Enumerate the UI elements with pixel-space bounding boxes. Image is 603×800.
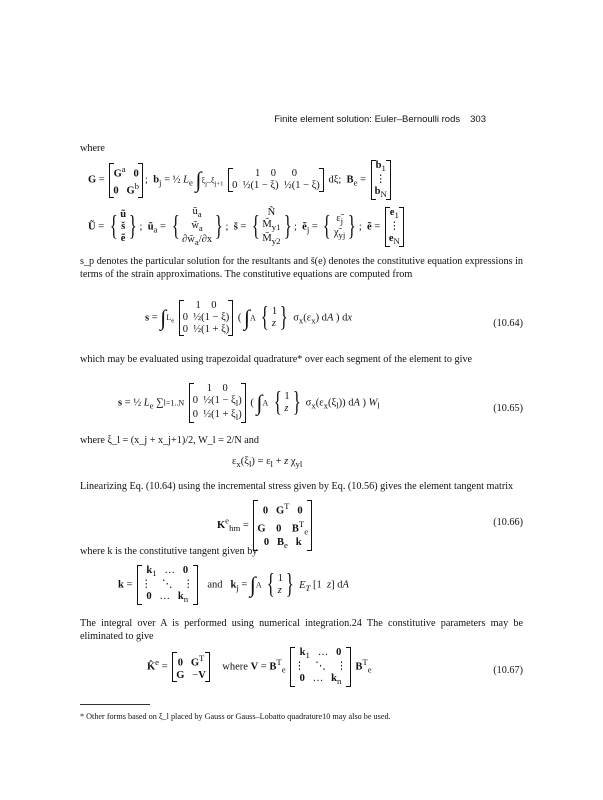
equation-number-10-65: (10.65): [493, 403, 523, 414]
equation-g-bj-be: G = $G^a$ 0 0 $G^b$ ; $b_j$ = ½ $L_e$ $\int\xi_j..\xi_{j+1}$ 1 0 0 0 ½(1 − ξ) ½(1 − ξ) dξ; $B_e$ = $b_1$ ⋮ $b_N$: [88, 160, 393, 200]
equation-k: k = $k_1$ … 0 ⋮ ⋱ ⋮ 0 … $k_n$ and $k_j = \int A$ { 1 z } $E_T$ [1 z] dA: [118, 565, 349, 605]
equation-number-10-66: (10.66): [493, 517, 523, 528]
page-number: 303: [470, 114, 486, 125]
running-header: [274, 114, 486, 125]
paragraph-6: The integral over A is performed using numerical integration.24 The constitutive parameters may be eliminated to give: [80, 618, 523, 642]
footnote: * Other forms based on ξ_l placed by Gauss or Gauss–Lobatto quadrature10 may also be used.: [80, 712, 391, 721]
equation-10-66: $K^e_{hm}$ = 0 $G^T$ 0 G 0 $B^T_e$ 0 $B_e$ k: [217, 500, 314, 551]
paragraph-5: where k is the constitutive tangent given by: [80, 546, 258, 557]
equation-10-64: $s = \int L_e$ 1 0 0 ½(1 − ξ) 0 ½(1 + ξ) ( ∫A { 1 z } $\sigma_x(\varepsilon_x)$ dA ) dx: [145, 300, 353, 335]
running-title: Finite element solution: Euler–Bernoulli rods: [274, 114, 461, 125]
paragraph-3: where ξ_l = (x_j + x_j+1)/2, W_l = 2/N and: [80, 435, 259, 446]
paragraph-1: s_p denotes the particular solution for the resultants and š(e) denotes the constitutive equation expressions in terms of the strain approximations. The constitutive equations are computed from: [80, 256, 523, 280]
equation-10-67: K̂$^e$ = 0 $G^T$ G −V where $V = B^T_e$ $k_1$ … 0 ⋮ ⋱ ⋮ 0 … $k_n$ $B^T_e$: [147, 647, 372, 687]
equation-10-65: s = ½ $L_e$ ∑l=1..N 1 0 0 ½(1 − $\xi_l$) 0 ½(1 + $\xi_l$) ( ∫A { 1 z } $\sigma_x(\varepsilon_x(\xi_l))$ dA ) $W_l$: [118, 383, 380, 423]
paragraph-2: which may be evaluated using trapezoidal quadrature* over each segment of the element to give: [80, 354, 473, 365]
footnote-rule: [80, 704, 150, 705]
paragraph-4: Linearizing Eq. (10.64) using the incremental stress given by Eq. (10.56) gives the element tangent matrix: [80, 481, 514, 492]
and-text: and: [207, 579, 223, 591]
equation-strain: $\varepsilon_x(\xi_l) = \varepsilon_l + z$ $\chi_{yl}$: [232, 456, 303, 470]
equation-number-10-67: (10.67): [493, 665, 523, 676]
where-text: where: [80, 143, 105, 154]
equation-u-s-e: Ũ = { ũ š ẽ } ; $ũ_a$ = { $ũ_a$ $w̃_a$ $\partial w̃_a/\partial x$ } ; š = { Ñ $M̃_{y1}$ $M̃_{y2}$ } ; ẽ$_j$ = { $\varepsiloñ_j$ $\chĩ_{yj}$ } ; ẽ = $e_1$ ⋮ $e_N$: [88, 206, 406, 248]
equation-number-10-64: (10.64): [493, 318, 523, 329]
